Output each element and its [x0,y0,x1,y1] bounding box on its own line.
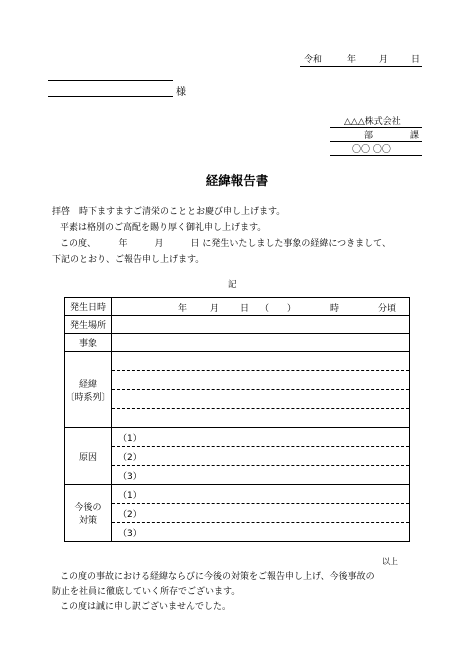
place-value[interactable] [112,316,410,334]
date-month-unit: 月 [379,55,389,65]
future-item[interactable] [112,485,409,504]
section-unit: 課 [410,131,420,141]
greeting-line-4: 下記のとおり、ご報告申し上げます。 [52,255,205,265]
place-label: 発生場所 [65,316,112,334]
future-item-number: （2） [118,510,142,520]
company-dept-row [330,128,422,142]
cause-item[interactable] [112,466,409,484]
occ-minute: 分頃 [378,304,397,314]
future-item[interactable] [112,523,409,541]
cause-value[interactable] [112,428,410,485]
cause-item[interactable] [112,428,409,447]
history-label [65,352,112,428]
event-label: 事象 [65,334,112,352]
future-value[interactable] [112,485,410,542]
date-year-unit: 年 [347,55,357,65]
occ-year: 年 [178,304,188,314]
greeting-line-1: 拝啓 時下ますますご清栄のこととお慶び申し上げます。 [52,207,286,217]
cause-item-number: （2） [118,453,142,463]
future-item[interactable] [112,504,409,523]
date-era: 令和 [304,55,323,65]
occ-paren: （ ） [260,304,297,314]
occ-hour: 時 [330,304,340,314]
future-row [65,485,410,542]
cause-item-number: （1） [118,434,142,444]
date-line [300,52,422,67]
cause-item-number: （3） [118,472,142,482]
company-block [330,114,422,156]
history-row [65,352,410,428]
company-name: △△△株式会社 [344,117,401,127]
occ-day: 日 [240,304,250,314]
history-line[interactable] [112,371,409,390]
future-label [65,485,112,542]
addressee-suffix: 様 [176,87,186,98]
place-row [65,316,410,334]
occurrence-value[interactable] [112,298,410,316]
future-label-2: 対策 [78,516,97,526]
future-item-number: （1） [118,491,142,501]
closing-line-1: この度の事故における経緯ならびに今後の対策をご報告申し上げ、今後事故の [60,572,375,582]
future-item-number: （3） [118,529,142,539]
history-line[interactable] [112,352,409,371]
company-person: 〇〇 〇〇 [352,145,391,155]
report-table [64,297,410,542]
event-value[interactable] [112,334,410,352]
greeting-line-3: この度、 年 月 日 に発生いたしました事象の経緯につきまして、 [60,239,392,249]
addressee-line-1[interactable] [48,79,173,81]
document-title: 経緯報告書 [205,173,269,188]
history-line[interactable] [112,409,409,427]
date-day-unit: 日 [411,55,421,65]
closing-line-3: この度は誠に申し訳ございませんでした。 [60,602,232,612]
cause-item[interactable] [112,447,409,466]
history-label-1: 経緯 [78,379,97,390]
occ-month: 月 [210,304,220,314]
history-line[interactable] [112,390,409,409]
closing-line-2: 防止を社員に徹底していく所存でございます。 [52,587,241,597]
ki-mark: 記 [228,280,237,290]
future-label-1: 今後の [74,503,102,513]
company-name-row [330,114,422,128]
cause-row [65,428,410,485]
event-row [65,334,410,352]
greeting-line-2: 平素は格別のご高配を賜り厚く御礼申し上げます。 [60,223,267,233]
dept-unit: 部 [364,131,374,141]
addressee-line-2[interactable] [48,95,173,97]
company-person-row [330,142,422,156]
ijo-mark: 以上 [382,557,398,566]
occurrence-row [65,298,410,316]
occurrence-label: 発生日時 [65,298,112,316]
history-label-2: 〔時系列〕 [65,392,111,403]
history-value[interactable] [112,352,410,428]
cause-label: 原因 [65,428,112,485]
